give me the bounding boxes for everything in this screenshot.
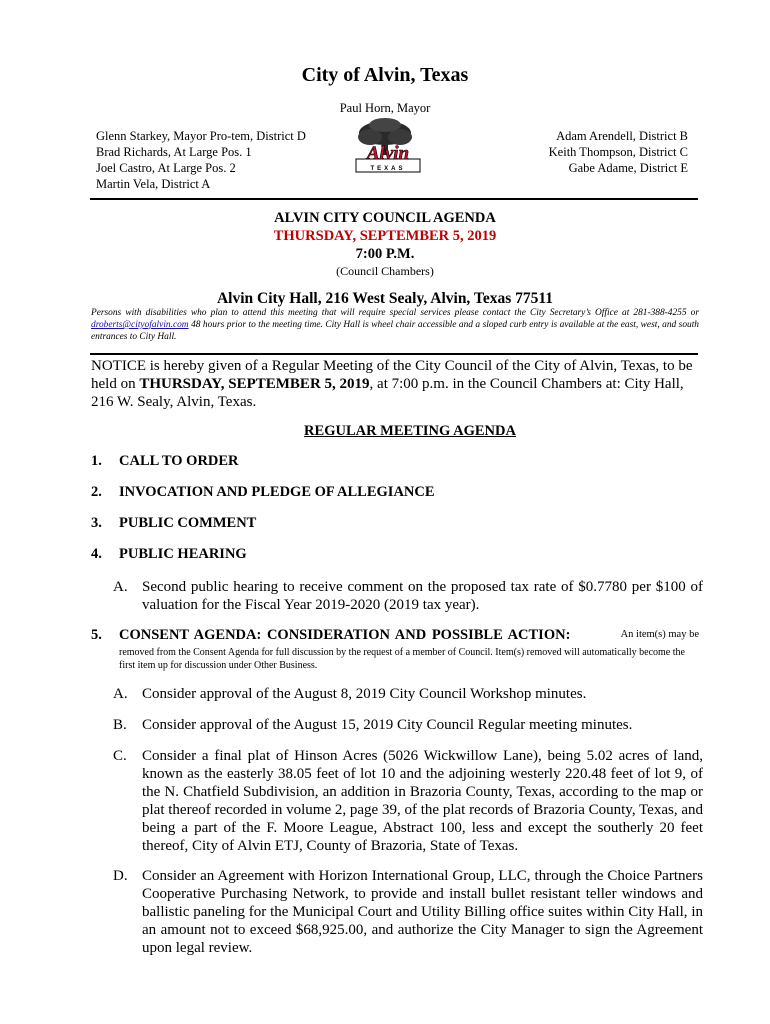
section-title: REGULAR MEETING AGENDA [304,423,516,439]
logo-sub: TEXAS [370,166,406,172]
agenda-location-room: (Council Chambers) [336,264,434,278]
agenda-subitem [113,867,703,957]
subitem-text: Consider approval of the August 8, 2019 City Council Workshop minutes. [142,686,587,702]
council-member: Gabe Adame, District E [568,161,688,175]
item-title: CONSENT AGENDA: CONSIDERATION AND POSSIBLE ACTION: [119,627,571,643]
council-list-right [549,128,688,176]
agenda-subitem [113,578,703,614]
agenda-time: 7:00 P.M. [355,246,415,262]
council-list-left [96,128,306,192]
city-tree-logo-graphic [348,117,426,177]
subitem-text: Consider a final plat of Hinson Acres (5026 Wickwillow Lane), being 5.02 acres of land, known as the easterly 38.05 feet of lot 10 and the adjoining westerly 220.48 feet of lot 9, of the N. Chatfield Subdivision, an addition in Brazoria County, Texas, according to the map or plat thereof recorded in volume 2, page 39, of the plat records of Brazoria County, Texas, and being a part of the F. Moore League, Abstract 100, less and except the southerly 20 feet thereof, City of Alvin ETJ, County of Brazoria, State of Texas. [142,748,703,854]
disability-text: Persons with disabilities who plan to attend this meeting that will require special services please contact the City Secretary’s Office at 281-388-4255 or [91,308,699,318]
consent-note: removed from the Consent Agenda for full discussion by the request of a member of Council. Item(s) removed will automatically become the first item up for discussion under Other Business. [119,647,685,671]
council-member: Keith Thompson, District C [548,145,688,159]
item-number: 2. [91,484,102,500]
header-divider [90,198,698,200]
meeting-notice [91,357,699,411]
notice-date: THURSDAY, SEPTEMBER 5, 2019 [139,376,370,392]
item-title: INVOCATION AND PLEDGE OF ALLEGIANCE [119,484,435,500]
disability-notice [91,307,699,343]
consent-note-lead: An item(s) may be [620,629,699,640]
meeting-address: Alvin City Hall, 216 West Sealy, Alvin, Texas 77511 [216,290,554,307]
council-member: Glenn Starkey, Mayor Pro-tem, District D [96,129,306,143]
notice-text-end: , at 7:00 p.m. in the Council Chambers at: City Hall, 216 W. Sealy, Alvin, Texas. [91,376,684,410]
logo-word: Alvin [366,143,410,164]
disability-text-end: 48 hours prior to the meeting time. City Hall is wheel chair accessible and a sloped curb entry is available at the east, west, and south entrances to City Hall. [91,320,699,342]
city-title: City of Alvin, Texas [301,64,469,86]
subitem-letter: C. [113,748,127,764]
secretary-email-link[interactable]: droberts@cityofalvin.com [91,320,189,330]
subitem-letter: A. [113,579,128,595]
council-member: Joel Castro, At Large Pos. 2 [96,161,236,175]
item-title: PUBLIC HEARING [119,546,247,562]
subitem-text: Second public hearing to receive comment on the proposed tax rate of $0.7780 per $100 of valuation for the Fiscal Year 2019-2020 (2019 tax year). [142,579,703,613]
item-number: 5. [91,627,102,643]
council-member: Martin Vela, District A [96,177,211,191]
city-tree-logo [348,117,426,177]
item-number: 4. [91,546,102,562]
subitem-text: Consider an Agreement with Horizon International Group, LLC, through the Choice Partners Cooperative Purchasing Network, to provide and install bullet resistant teller windows and ballistic paneling for the Municipal Court and Utility Billing office suites within City Hall, in an amount not to exceed $68,925.00, and authorize the City Manager to sign the Agreement upon legal review. [142,868,703,956]
item-number: 1. [91,453,102,469]
item-title: CALL TO ORDER [119,453,239,469]
subitem-letter: D. [113,868,128,884]
agenda-subitem [113,747,703,855]
mayor-name: Paul Horn, Mayor [339,101,431,115]
council-member: Brad Richards, At Large Pos. 1 [96,145,252,159]
notice-text: NOTICE is hereby given of a Regular Meeting of the City Council of the City of Alvin, Texas, to be held on [91,358,693,392]
notice-divider [90,353,698,355]
agenda-date: THURSDAY, SEPTEMBER 5, 2019 [273,228,497,244]
subitem-letter: B. [113,717,127,733]
agenda-subitem [113,716,703,734]
subitem-letter: A. [113,686,128,702]
agenda-title: ALVIN CITY COUNCIL AGENDA [274,210,496,226]
council-member: Adam Arendell, District B [556,129,688,143]
subitem-text: Consider approval of the August 15, 2019 City Council Regular meeting minutes. [142,717,633,733]
item-number: 3. [91,515,102,531]
agenda-subitem [113,685,703,703]
item-title: PUBLIC COMMENT [119,515,257,531]
